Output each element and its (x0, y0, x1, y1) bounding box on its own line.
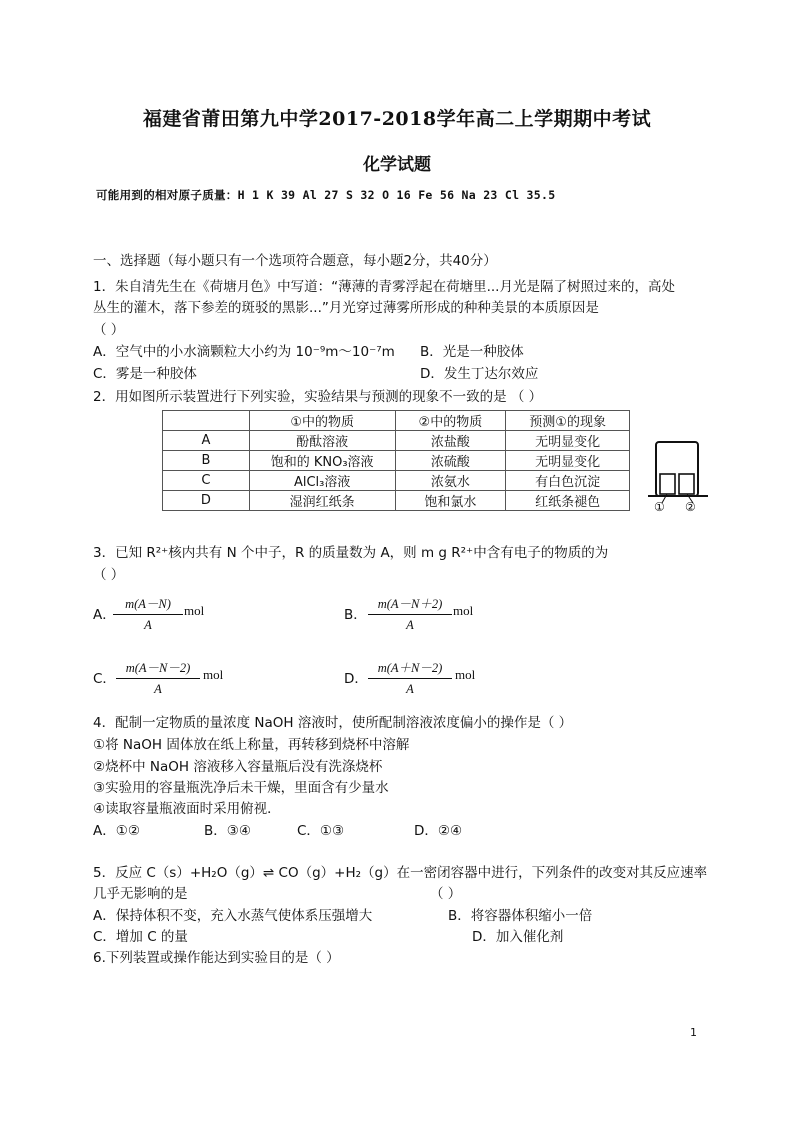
apparatus-label-1: ① (654, 500, 665, 514)
table-row (163, 471, 630, 491)
q3-stem: 3．已知 R²⁺核内共有 N 个中子，R 的质量数为 A，则 m g R²⁺中含有电子的物质的为 (93, 545, 609, 561)
table-cell: C (163, 471, 250, 491)
q4-option-c: C．①③ (297, 823, 345, 839)
table-row (163, 491, 630, 511)
q2-stem: 2．用如图所示装置进行下列实验，实验结果与预测的现象不一致的是 （ ） (93, 389, 543, 405)
q3-option-a-fraction (113, 594, 183, 633)
q5-option-a: A．保持体积不变，充入水蒸气使体系压强增大 (93, 908, 373, 924)
q3-option-b-unit: mol (453, 603, 474, 618)
q1-option-c: C．雾是一种胶体 (93, 366, 197, 382)
q4-option-b: B．③④ (204, 823, 251, 839)
q4-item-4: ④读取容量瓶液面时采用俯视． (93, 801, 281, 817)
table-cell: 饱和氯水 (395, 491, 506, 511)
q4-item-3: ③实验用的容量瓶洗净后未干燥，里面含有少量水 (93, 780, 389, 796)
table-header-cell: ①中的物质 (249, 411, 395, 431)
section-heading: 一、选择题（每小题只有一个选项符合题意，每小题2分，共40分） (93, 253, 497, 269)
q3-option-d-unit: mol (455, 667, 476, 682)
table-header-cell: 预测①的现象 (506, 411, 630, 431)
table-cell: 有白色沉淀 (506, 471, 630, 491)
q5-option-b: B．将容器体积缩小一倍 (448, 908, 593, 924)
table-cell: 浓盐酸 (395, 431, 506, 451)
table-cell: D (163, 491, 250, 511)
table-cell: 无明显变化 (506, 451, 630, 471)
table-cell: 湿润红纸条 (249, 491, 395, 511)
table-header-cell (163, 411, 250, 431)
table-cell: 红纸条褪色 (506, 491, 630, 511)
q4-option-a: A．①② (93, 823, 140, 839)
q3-option-c-unit: mol (203, 667, 224, 682)
table-cell: B (163, 451, 250, 471)
q5-stem-line1: 5．反应 C（s）+H₂O（g）⇌ CO（g）+H₂（g）在一密闭容器中进行，下列条件的改变对其反应速率 (93, 865, 708, 881)
table-cell: 无明显变化 (506, 431, 630, 451)
fraction-numerator: m(A－N－2) (116, 658, 200, 679)
atomic-masses: 可能用到的相对原子质量：H 1 K 39 Al 27 S 32 O 16 Fe 56 Na 23 Cl 35.5 (96, 188, 556, 202)
q4-stem: 4．配制一定物质的量浓度 NaOH 溶液时，使所配制溶液浓度偏小的操作是（ ） (93, 715, 573, 731)
beaker-2 (679, 474, 694, 494)
table-header-row (163, 411, 630, 431)
table-cell: A (163, 431, 250, 451)
q3-answer-paren: （ ） (93, 567, 125, 583)
q4-option-d: D．②④ (414, 823, 463, 839)
table-cell: 浓硫酸 (395, 451, 506, 471)
q1-option-b: B．光是一种胶体 (420, 344, 524, 360)
q1-option-d: D．发生丁达尔效应 (420, 366, 539, 382)
exam-title: 福建省莆田第九中学2017-2018学年高二上学期期中考试 (142, 108, 652, 130)
q5-option-c: C．增加 C 的量 (93, 929, 188, 945)
table-header-cell: ②中的物质 (395, 411, 506, 431)
q1-stem-line2: 丛生的灌木，落下参差的斑驳的黑影...”月光穿过薄雾所形成的种种美景的本质原因是 (93, 300, 599, 316)
q4-item-2: ②烧杯中 NaOH 溶液移入容量瓶后没有洗涤烧杯 (93, 759, 383, 775)
apparatus-label-2: ② (685, 500, 696, 514)
q5-stem-line2: 几乎无影响的是 (93, 886, 188, 902)
q3-option-d-label: D． (344, 671, 368, 687)
fraction-numerator: m(A－N＋2) (368, 594, 452, 615)
page-number: 1 (690, 1026, 697, 1039)
table-row (163, 431, 630, 451)
q4-item-1: ①将 NaOH 固体放在纸上称量，再转移到烧杯中溶解 (93, 737, 410, 753)
table-cell: 浓氨水 (395, 471, 506, 491)
table-cell: 饱和的 KNO₃溶液 (249, 451, 395, 471)
fraction-numerator: m(A－N) (113, 594, 183, 615)
q1-stem-line1: 1．朱自清先生在《荷塘月色》中写道：“薄薄的青雾浮起在荷塘里...月光是隔了树照过来的，高处 (93, 279, 675, 295)
table-row (163, 451, 630, 471)
exam-subtitle: 化学试题 (363, 155, 431, 175)
q3-option-c-label: C． (93, 671, 116, 687)
q3-option-a-unit: mol (184, 603, 205, 618)
fraction-denominator: A (406, 682, 414, 696)
q2-experiment-table (162, 410, 630, 511)
fraction-numerator: m(A＋N－2) (368, 658, 452, 679)
q3-option-b-fraction (368, 594, 452, 633)
table-cell: 酚酞溶液 (249, 431, 395, 451)
table-cell: AlCl₃溶液 (249, 471, 395, 491)
q3-option-c-fraction (116, 658, 200, 697)
fraction-denominator: A (406, 618, 414, 632)
beaker-1 (660, 474, 675, 494)
q6-stem: 6.下列装置或操作能达到实验目的是（ ） (93, 950, 340, 966)
fraction-denominator: A (154, 682, 162, 696)
q3-option-b-label: B． (344, 607, 367, 623)
fraction-denominator: A (144, 618, 152, 632)
q5-answer-paren: （ ） (430, 886, 462, 902)
q1-option-a: A．空气中的小水滴颗粒大小约为 10⁻⁹m～10⁻⁷m (93, 344, 395, 360)
q3-option-d-fraction (368, 658, 452, 697)
q3-option-a-label: A． (93, 607, 116, 623)
q5-option-d: D．加入催化剂 (472, 929, 564, 945)
bell-jar (656, 442, 698, 496)
q1-answer-paren: （ ） (93, 322, 125, 338)
